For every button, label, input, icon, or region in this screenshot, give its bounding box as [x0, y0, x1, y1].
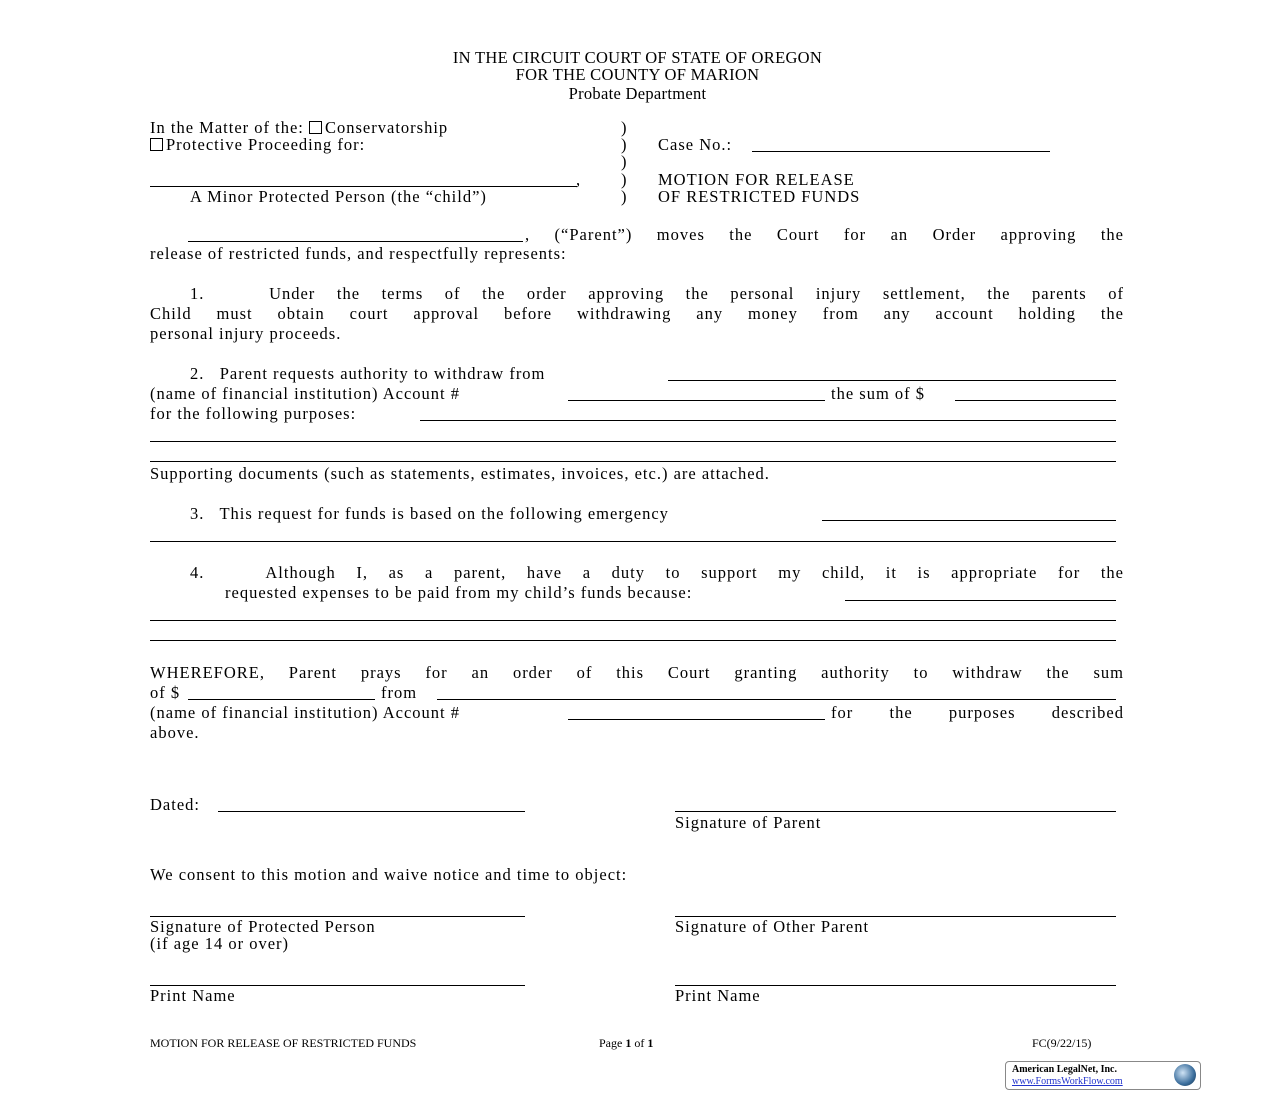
reason-field-line[interactable] — [150, 620, 1116, 621]
para1-line1: 1. Under the terms of the order approving the personal injury settlement, the parents of — [190, 284, 1124, 303]
page-total: 1 — [647, 1036, 654, 1050]
consent-text: We consent to this motion and waive notice and time to object: — [150, 865, 628, 884]
para1-line2: Child must obtain court approval before withdrawing any money from any account holding the — [150, 304, 1124, 323]
para1-line3: personal injury proceeds. — [150, 324, 342, 343]
reason-field-line[interactable] — [150, 640, 1116, 641]
conservatorship-checkbox[interactable] — [309, 121, 322, 134]
para2-line1: 2. Parent requests authority to withdraw from — [190, 364, 546, 383]
parent-signature-label: Signature of Parent — [675, 813, 822, 832]
page-current: 1 — [625, 1036, 632, 1050]
comma: , — [576, 170, 582, 189]
wherefore-line4: above. — [150, 723, 200, 742]
motion-title-1: MOTION FOR RELEASE — [658, 170, 855, 189]
dated-label: Dated: — [150, 795, 200, 814]
case-no-label: Case No.: — [658, 135, 733, 154]
wherefore-account-field[interactable] — [568, 719, 825, 720]
emergency-field[interactable] — [822, 520, 1116, 521]
para2-account-label: (name of financial institution) Account # — [150, 384, 460, 403]
account-number-field[interactable] — [568, 400, 825, 401]
other-parent-signature-label: Signature of Other Parent — [675, 917, 870, 936]
supporting-docs-note: Supporting documents (such as statements, estimates, invoices, etc.) are attached. — [150, 464, 770, 483]
print-name-label-left: Print Name — [150, 986, 236, 1005]
protective-line — [150, 135, 365, 155]
intro-line-1: , (“Parent”) moves the Court for an Order approving the — [525, 225, 1124, 244]
emergency-field-line[interactable] — [150, 541, 1116, 542]
department-heading: Probate Department — [568, 84, 707, 103]
sum-field[interactable] — [955, 400, 1116, 401]
page-of: of — [631, 1036, 648, 1050]
protective-label: Protective Proceeding for: — [166, 135, 366, 154]
wherefore-institution-field[interactable] — [437, 699, 1116, 700]
parent-signature-field[interactable] — [675, 811, 1116, 812]
reason-field[interactable] — [845, 600, 1116, 601]
caption-paren: ) — [621, 152, 628, 171]
page-number — [599, 1033, 653, 1053]
wherefore-sum-label: of $ — [150, 683, 181, 702]
case-no-field[interactable] — [752, 151, 1050, 152]
para3-line1: 3. This request for funds is based on the following emergency — [190, 504, 669, 523]
minor-label: A Minor Protected Person (the “child”) — [190, 187, 487, 206]
sum-label: the sum of $ — [831, 384, 926, 403]
matter-label: In the Matter of the: — [150, 118, 304, 137]
parent-name-field[interactable] — [188, 241, 523, 242]
wherefore-from-label: from — [381, 683, 418, 702]
court-heading: IN THE CIRCUIT COURT OF STATE OF OREGON — [452, 48, 823, 67]
purposes-label: for the following purposes: — [150, 404, 357, 423]
wherefore-account-label: (name of financial institution) Account # — [150, 703, 460, 722]
footer-title: MOTION FOR RELEASE OF RESTRICTED FUNDS — [150, 1036, 417, 1050]
caption-paren: ) — [621, 135, 628, 154]
wherefore-sum-field[interactable] — [188, 699, 375, 700]
wherefore-purposes-text: for the purposes described — [831, 703, 1124, 722]
protective-checkbox[interactable] — [150, 138, 163, 151]
logo-company: American LegalNet, Inc. — [1012, 1064, 1117, 1075]
protected-person-signature-label: Signature of Protected Person — [150, 917, 376, 936]
form-code: FC(9/22/15) — [1032, 1036, 1092, 1050]
globe-icon — [1174, 1064, 1196, 1086]
logo-url-link[interactable]: www.FormsWorkFlow.com — [1012, 1076, 1123, 1087]
caption-paren: ) — [621, 118, 628, 137]
purposes-field-line[interactable] — [150, 461, 1116, 462]
intro-line-2: release of restricted funds, and respectfully represents: — [150, 244, 567, 263]
print-name-label-right: Print Name — [675, 986, 761, 1005]
conservatorship-label: Conservatorship — [325, 118, 449, 137]
age-note: (if age 14 or over) — [150, 934, 290, 953]
county-heading: FOR THE COUNTY OF MARION — [515, 65, 760, 84]
institution-field[interactable] — [668, 380, 1116, 381]
para4-line2: requested expenses to be paid from my child’s funds because: — [225, 583, 693, 602]
motion-title-2: OF RESTRICTED FUNDS — [658, 187, 861, 206]
caption-paren: ) — [621, 170, 628, 189]
caption-paren: ) — [621, 187, 628, 206]
purposes-field-line[interactable] — [150, 441, 1116, 442]
wherefore-line1: WHEREFORE, Parent prays for an order of this Court granting authority to withdraw the sum — [150, 663, 1124, 682]
page-prefix: Page — [599, 1036, 626, 1050]
para4-line1: 4. Although I, as a parent, have a duty to support my child, it is appropriate for the — [190, 563, 1124, 582]
legalnet-logo[interactable] — [1005, 1061, 1201, 1090]
purposes-field[interactable] — [420, 420, 1116, 421]
date-field[interactable] — [218, 811, 525, 812]
